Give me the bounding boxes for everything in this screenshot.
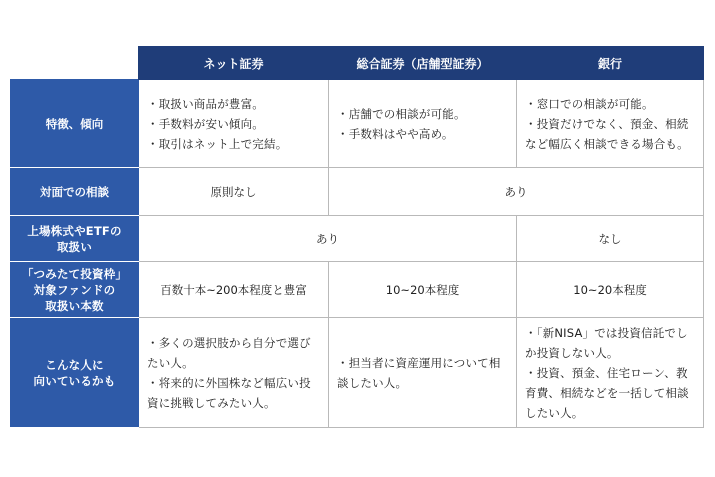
cell-funds-general: 10~20本程度 <box>329 262 517 318</box>
table-row-suited <box>11 318 704 428</box>
row-header-line: 取扱い本数 <box>45 298 104 313</box>
list-item: ・将来的に外国株など幅広い投 <box>147 375 311 390</box>
cell-funds-net: 百数十本~200本程度と豊富 <box>139 262 329 318</box>
list-item: 談したい人。 <box>337 375 408 390</box>
row-header-line: 対象ファンドの <box>33 282 116 297</box>
list-item: か投資しない人。 <box>525 345 619 360</box>
cell-listed-net-general: あり <box>139 216 517 262</box>
row-header-line: こんな人に <box>45 357 104 372</box>
cell-features-net <box>139 80 329 168</box>
column-header-general-securities: 総合証券（店舗型証券） <box>329 47 517 80</box>
list-item: 資に挑戦してみたい人。 <box>147 395 276 410</box>
list-item: など幅広く相談できる場合も。 <box>525 136 689 151</box>
cell-funds-bank: 10~20本程度 <box>517 262 704 318</box>
list-item: ・投資だけでなく、預金、相続 <box>525 116 689 131</box>
comparison-table-wrapper <box>10 46 704 428</box>
list-item: ・担当者に資産運用について相 <box>337 355 501 370</box>
cell-consult-net: 原則なし <box>139 168 329 216</box>
comparison-table <box>10 46 704 428</box>
row-header-features: 特徴、傾向 <box>11 80 139 168</box>
list-item: ・手数料はやや高め。 <box>337 126 454 141</box>
row-header-line: 取扱い <box>56 239 93 254</box>
cell-suited-bank <box>517 318 704 428</box>
list-item: ・多くの選択肢から自分で選び <box>147 335 311 350</box>
cell-suited-net <box>139 318 329 428</box>
column-header-bank: 銀行 <box>517 47 704 80</box>
list-item: ・店舗での相談が可能。 <box>337 106 466 121</box>
cell-listed-bank: なし <box>517 216 704 262</box>
table-row-features <box>11 80 704 168</box>
row-header-funds <box>11 262 139 318</box>
header-blank-cell <box>11 47 139 80</box>
list-item: ・取扱い商品が豊富。 <box>147 96 264 111</box>
list-item: たい人。 <box>147 355 194 370</box>
list-item: ・投資、預金、住宅ローン、教 <box>525 365 688 380</box>
cell-features-bank <box>517 80 704 168</box>
list-item: ・取引はネット上で完結。 <box>147 136 288 151</box>
row-header-consult: 対面での相談 <box>11 168 139 216</box>
table-row-funds <box>11 262 704 318</box>
cell-consult-general-bank: あり <box>329 168 704 216</box>
column-header-net-securities: ネット証券 <box>139 47 329 80</box>
list-item: ・手数料が安い傾向。 <box>147 116 264 131</box>
header-row <box>11 47 704 80</box>
row-header-line: 向いているかも <box>33 373 116 388</box>
cell-suited-general <box>329 318 517 428</box>
table-row-consult <box>11 168 704 216</box>
row-header-line: 「つみたて投資枠」 <box>21 266 128 281</box>
list-item: 育費、相続などを一括して相談 <box>525 385 689 400</box>
cell-features-general <box>329 80 517 168</box>
row-header-line: 上場株式やETFの <box>27 223 122 238</box>
row-header-listed <box>11 216 139 262</box>
list-item: ・窓口での相談が可能。 <box>525 96 654 111</box>
row-header-suited <box>11 318 139 428</box>
list-item: ・「新NISA」では投資信託でし <box>525 325 688 340</box>
list-item: したい人。 <box>525 405 584 420</box>
table-row-listed <box>11 216 704 262</box>
